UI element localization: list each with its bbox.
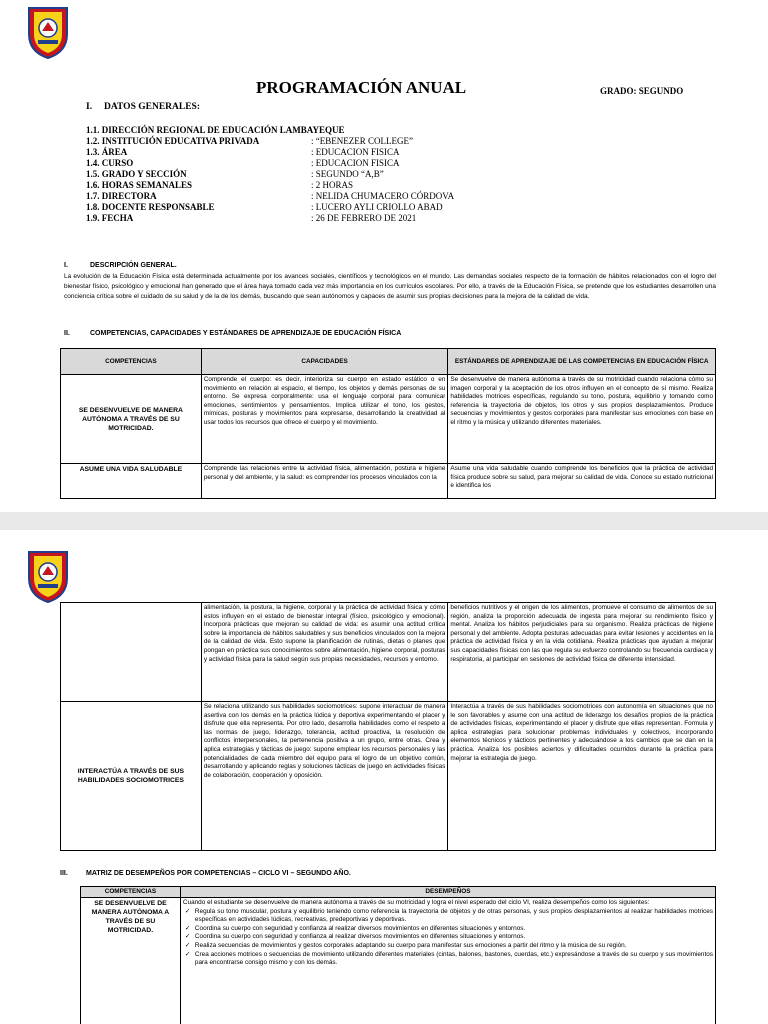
section-number: I. [64,262,68,269]
standard-cell [448,603,716,702]
section-number: I. [86,102,93,112]
general-data-label: 1.8. DOCENTE RESPONSABLE [86,202,215,212]
standard-text: Interactúa a través de sus habilidades sociomotrices con autonomía en situaciones que no le son favorables y asume con una actitud de liderazgo los desafíos propios de la práctica de actividades físicas, experimentando el placer y disfrute que ellas representan. Formula y aplica estrategias para solucionar problemas individuales y colectivos, incorporando elementos técnicos y tácticos pertinentes y adecuándose a los cambios que se dan en la práctica. Analiza los posibles aciertos y dificultades ocurridos durante la práctica para mejorar la estrategia de juego. [450,703,713,762]
general-data-row [86,125,454,136]
section-heading [60,870,351,877]
table-row [61,464,716,499]
general-data-row [86,202,454,213]
general-data-label: 1.2. INSTITUCIÓN EDUCATIVA PRIVADA [86,136,260,146]
general-data-row [86,213,454,224]
general-data-value: : 2 HORAS [311,180,354,190]
grade-label: GRADO: SEGUNDO [600,86,684,96]
document-page-2 [0,530,768,1024]
competency-cell: ASUME UNA VIDA SALUDABLE [61,464,202,499]
capacity-cell [201,702,448,851]
section-title: DESCRIPCIÓN GENERAL. [90,262,177,269]
standard-text: Asume una vida saludable cuando comprende los beneficios que la práctica de actividad física produce sobre su salud, para mejorar su calidad de vida. Conoce su estado nutricional e identifica los [450,465,713,490]
table-row [61,702,716,851]
section-number: II. [64,330,70,337]
competency-cell: SE DESENVUELVE DE MANERA AUTÓNOMA A TRAVÉS DE SU MOTRICIDAD. [81,898,181,1024]
general-data-label: 1.9. FECHA [86,213,134,223]
list-item: ✓ Coordina su cuerpo con seguridad y confianza al realizar diversos movimientos en diferentes situaciones y entornos. [195,933,713,942]
section-title: MATRIZ DE DESEMPEÑOS POR COMPETENCIAS – CICLO VI – SEGUNDO AÑO. [86,870,351,877]
standard-cell [448,464,716,499]
table-row [61,603,716,702]
general-data-row [86,136,454,147]
capacity-cell [201,603,448,702]
column-header: COMPETENCIAS [61,349,202,375]
general-data-label: 1.4. CURSO [86,158,134,168]
table-row [81,898,716,1024]
description-paragraph: La evolución de la Educación Física está determinada actualmente por los avances sociales, científicos y tecnológicos en el mundo. Las demandas sociales respecto de la formación de hábitos relacionados con el logro del bienestar físico, psicológico y emocional han generado que el área haya tomado cada vez más importancia en los currículos escolares. Por ello, a través de la Educación Física, se pretende que los estudiantes desarrollen una conciencia crítica sobre el cuidado de su salud y de la de los demás, buscando que sean autónomos y capaces de asumir sus propias decisiones para la mejora de la calidad de vida. [64,273,716,300]
standard-text: Se desenvuelve de manera autónoma a través de su motricidad cuando relaciona cómo su imagen corporal y la aceptación de los otros influyen en el concepto de sí mismo. Realiza habilidades motrices específicas, regulando su tono, postura, equilibrio y tomando como referencia la trayectoria de objetos, los otros y sus propios desplazamientos. Produce secuencias y movimientos y gestos corporales para manifestar sus emociones con base en el ritmo y la música y utilizando diferentes materiales. [450,376,713,426]
general-data-label: 1.7. DIRECTORA [86,191,157,201]
general-data-row [86,147,454,158]
general-data-value: : NELIDA CHUMACERO CÓRDOVA [311,191,455,201]
school-crest-logo [26,4,70,60]
list-item: ✓ Coordina su cuerpo con seguridad y confianza al realizar diversos movimientos en diferentes situaciones y entornos. [195,925,713,934]
capacity-text: Comprende el cuerpo: es decir, interioriza su cuerpo en estado estático o en movimiento en relación al espacio, el tiempo, los objetos y demás personas de su entorno. Se expresa corporalmente: usa el lenguaje corporal para comunicar emociones, sentimientos y pensamientos. Implica utilizar el tono, los gestos, mímicas, posturas y movimientos para expresarse, desarrollando la creatividad al usar todos los recursos que ofrece el cuerpo y el movimiento. [203,376,446,426]
competency-cell: SE DESENVUELVE DE MANERA AUTÓNOMA A TRAVÉS DE SU MOTRICIDAD. [61,375,202,464]
competency-cell: INTERACTÚA A TRAVÉS DE SUS HABILIDADES SOCIOMOTRICES [61,702,202,851]
capacity-cell [201,464,448,499]
standard-cell [448,702,716,851]
general-data-row [86,169,454,180]
general-data-value: : SEGUNDO “A,B” [311,169,384,179]
column-header: ESTÁNDARES DE APRENDIZAJE DE LAS COMPETENCIAS EN EDUCACIÓN FÍSICA [448,349,716,375]
capacity-text: Se relaciona utilizando sus habilidades sociomotrices: supone interactuar de manera asertiva con los demás en la práctica lúdica y deportiva experimentando el placer y disfrute que ella representa. Por otro lado, desarrolla habilidades como el respeto a las normas de juego, liderazgo, tolerancia, actitud proactiva, la resolución de conflictos interpersonales, la pertenencia positiva a un grupo, entre otras. Crea y aplica estrategias y tácticas de juego: supone emplear los recursos personales y las potencialidades de cada miembro del equipo para el logro de un objetivo común, desarrollando y aplicando reglas y soluciones tácticas de juego en actividades físicas de colaboración, cooperación y oposición. [203,703,446,779]
table-row [61,375,716,464]
list-item: ✓ Regula su tono muscular, postura y equilibrio teniendo como referencia la trayectoria de objetos y de otras personas, y sus propios desplazamientos al realizar habilidades motrices específicas en actividades lúdicas, recreativas, predeportivas y deportivas. [195,908,713,925]
competency-cell [61,603,202,702]
general-data-label: 1.1. DIRECCIÓN REGIONAL DE EDUCACIÓN LAMBAYEQUE [86,125,345,135]
performance-matrix-table [80,886,716,1024]
general-data-list [86,125,454,224]
general-data-value: : EDUCACION FISICA [311,147,400,157]
general-data-row [86,180,454,191]
column-header: CAPACIDADES [201,349,448,375]
list-item: ✓ Crea acciones motrices o secuencias de movimiento utilizando diferentes materiales (cintas, balones, bastones, cuerdas, etc.) expresándose a través de su cuerpo y sus movimientos para encontrarse consigo mismo y con los demás. [195,951,713,968]
column-header: COMPETENCIAS [81,887,181,898]
section-title: COMPETENCIAS, CAPACIDADES Y ESTÁNDARES DE APRENDIZAJE DE EDUCACIÓN FÍSICA [90,330,402,337]
list-item: ✓ Realiza secuencias de movimientos y gestos corporales adaptando su cuerpo para manifestar sus emociones a partir del ritmo y la música de su región. [195,942,713,951]
performance-cell [180,898,715,1024]
performance-list [183,908,713,968]
competencies-table [60,348,716,499]
section-heading [86,102,200,112]
column-header: DESEMPEÑOS [180,887,715,898]
performance-content [183,899,713,1023]
capacity-cell [201,375,448,464]
general-data-label: 1.3. ÁREA [86,147,128,157]
performance-intro: Cuando el estudiante se desenvuelve de manera autónoma a través de su motricidad y logra el nivel esperado del ciclo VI, realiza desempeños como los siguientes: [182,899,650,906]
capacity-text: alimentación, la postura, la higiene, corporal y la práctica de actividad física y cómo estos influyen en el estado de bienestar integral (físico, psicológico y emocional). Incorpora prácticas que mejoran su calidad de vida: es asumir una actitud crítica sobre la importancia de hábitos saludables y sus beneficios vinculados con la mejora de la calidad de vida. Esto supone la planificación de rutinas, dietas o planes que pongan en práctica sus conocimientos sobre alimentación, higiene corporal, posturas y actividad física para la salud según sus propias necesidades, recursos y entorno. [203,604,446,663]
section-heading [64,262,177,269]
general-data-value: : “EBENEZER COLLEGE” [311,136,413,146]
school-crest-logo [26,548,70,604]
section-heading [64,330,401,337]
general-data-value: : EDUCACION FISICA [311,158,400,168]
general-data-row [86,191,454,202]
standard-text: beneficios nutritivos y el origen de los alimentos, promueve el consumo de alimentos de su región, analiza la proporción adecuada de ingesta para mejorar su rendimiento físico y mental. Analiza los hábitos perjudiciales para su organismo. Realiza prácticas de higiene personal y del ambiente. Adopta posturas adecuadas para evitar lesiones y accidentes en la práctica de actividad física y en la vida cotidiana. Realiza prácticas que ayudan a mejorar sus capacidades físicas con las que regula su esfuerzo controlando su frecuencia cardiaca y respiratoria, al participar en sesiones de actividad física de diferente intensidad. [450,604,713,663]
general-data-row [86,158,454,169]
section-number: III. [60,870,68,877]
document-title: PROGRAMACIÓN ANUAL [256,78,467,97]
general-data-value: : 26 DE FEBRERO DE 2021 [311,213,417,223]
general-data-label: 1.5. GRADO Y SECCIÓN [86,169,187,179]
competencies-table-continued [60,602,716,851]
general-data-value: : LUCERO AYLI CRIOLLO ABAD [311,202,443,212]
general-data-label: 1.6. HORAS SEMANALES [86,180,193,190]
section-title: DATOS GENERALES: [104,102,200,112]
capacity-text: Comprende las relaciones entre la actividad física, alimentación, postura e higiene personal y del ambiente, y la salud: es comprender los procesos vinculados con la [203,465,446,481]
standard-cell [448,375,716,464]
